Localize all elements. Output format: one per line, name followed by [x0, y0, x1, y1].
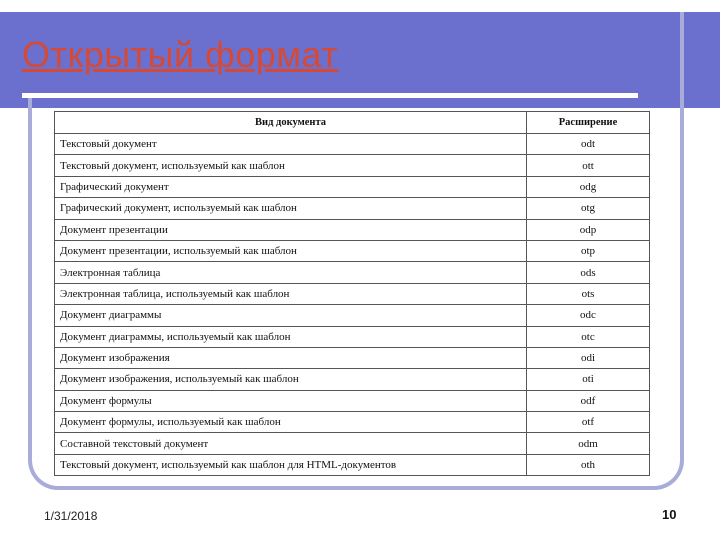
extension-cell: odc — [527, 305, 650, 326]
extension-cell: ott — [527, 155, 650, 176]
table-row — [55, 240, 650, 261]
table-row — [55, 412, 650, 433]
document-type-cell: Текстовый документ, используемый как шаблон — [55, 155, 527, 176]
extension-cell: odi — [527, 347, 650, 368]
document-type-cell: Документ презентации, используемый как шаблон — [55, 240, 527, 261]
table-row — [55, 390, 650, 411]
extension-cell: otp — [527, 240, 650, 261]
extension-cell: ods — [527, 262, 650, 283]
document-type-cell: Составной текстовый документ — [55, 433, 527, 454]
extension-cell: odm — [527, 433, 650, 454]
table-row — [55, 262, 650, 283]
extension-cell: oti — [527, 369, 650, 390]
formats-table — [54, 111, 650, 476]
table-header-row — [55, 112, 650, 134]
document-type-cell: Текстовый документ, используемый как шаблон для HTML-документов — [55, 454, 527, 475]
extension-cell: ots — [527, 283, 650, 304]
document-type-cell: Графический документ — [55, 176, 527, 197]
document-type-cell: Текстовый документ — [55, 134, 527, 155]
frame-right-edge — [680, 12, 684, 108]
table-row — [55, 219, 650, 240]
document-type-cell: Документ диаграммы, используемый как шаблон — [55, 326, 527, 347]
column-header-document-type: Вид документа — [55, 112, 527, 134]
extension-cell: oth — [527, 454, 650, 475]
column-header-extension: Расширение — [527, 112, 650, 134]
table-row — [55, 155, 650, 176]
document-type-cell: Документ изображения, используемый как шаблон — [55, 369, 527, 390]
slide-title: Открытый формат — [22, 34, 339, 75]
table-row — [55, 176, 650, 197]
table-row — [55, 433, 650, 454]
extension-cell: otf — [527, 412, 650, 433]
document-type-cell: Документ диаграммы — [55, 305, 527, 326]
extension-cell: otg — [527, 198, 650, 219]
page-number: 10 — [662, 507, 677, 522]
table-row — [55, 326, 650, 347]
table-row — [55, 305, 650, 326]
extension-cell: otc — [527, 326, 650, 347]
table-row — [55, 283, 650, 304]
document-type-cell: Документ формулы, используемый как шаблон — [55, 412, 527, 433]
slide-date: 1/31/2018 — [44, 509, 98, 523]
table-row — [55, 454, 650, 475]
extension-cell: odt — [527, 134, 650, 155]
extension-cell: odp — [527, 219, 650, 240]
extension-cell: odg — [527, 176, 650, 197]
table-row — [55, 198, 650, 219]
document-type-cell: Документ изображения — [55, 347, 527, 368]
table-row — [55, 134, 650, 155]
extension-cell: odf — [527, 390, 650, 411]
table-row — [55, 347, 650, 368]
document-type-cell: Документ формулы — [55, 390, 527, 411]
document-type-cell: Документ презентации — [55, 219, 527, 240]
document-type-cell: Графический документ, используемый как шаблон — [55, 198, 527, 219]
document-type-cell: Электронная таблица — [55, 262, 527, 283]
document-type-cell: Электронная таблица, используемый как шаблон — [55, 283, 527, 304]
table-row — [55, 369, 650, 390]
